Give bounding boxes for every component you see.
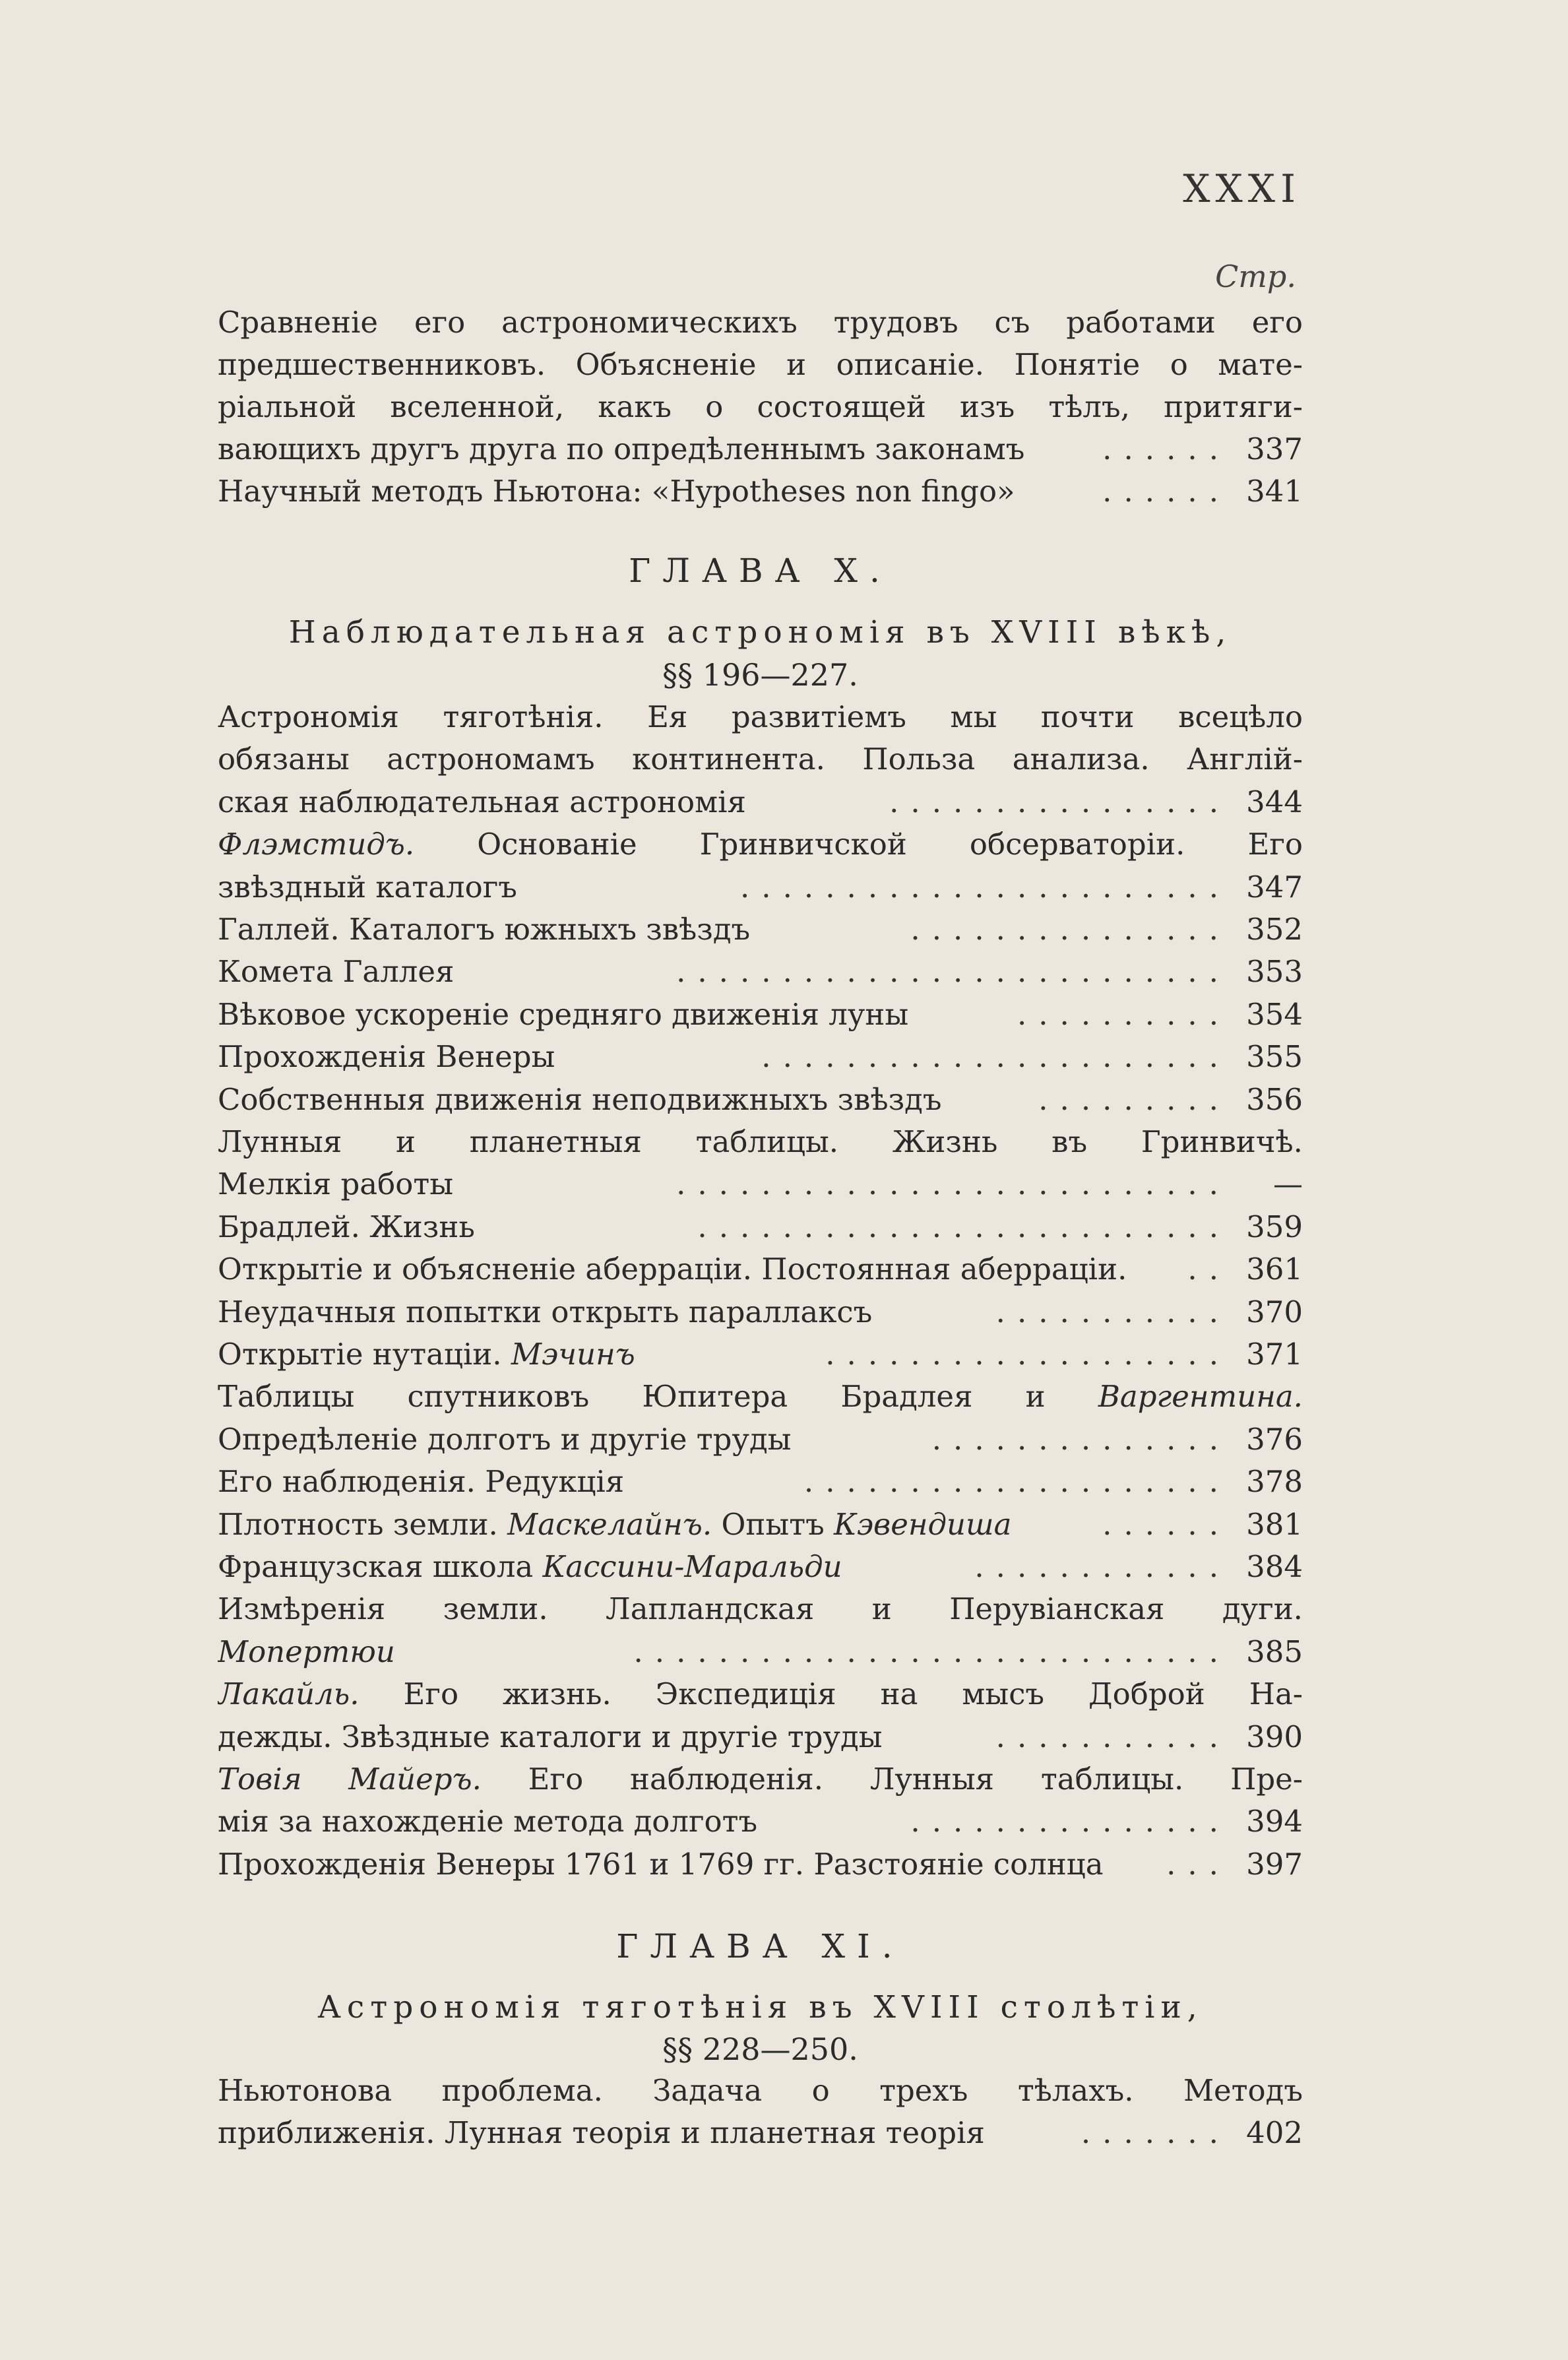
toc-entry-text: [218, 1035, 555, 1079]
toc-entry-italic-name: Варгентина.: [1098, 1379, 1303, 1415]
toc-entry: [218, 343, 1303, 387]
toc-entry-page: 402: [1246, 2115, 1303, 2150]
toc-entry: [218, 1205, 1303, 1249]
toc-entry: [218, 1673, 1303, 1716]
toc-leader-dots: ...........: [995, 1719, 1230, 1754]
toc-leader-dots: ..............: [931, 1421, 1230, 1457]
toc-leader-dots: .........: [1038, 1081, 1230, 1117]
toc-entry-page: 354: [1246, 996, 1303, 1032]
chapter-10-title: ГЛАВА X.: [629, 552, 892, 590]
chapter-11-sections: §§ 228—250.: [662, 2031, 858, 2067]
toc-entry: [218, 2111, 1303, 2155]
toc-entry-title: предшественниковъ. Объясненіе и описаніе. Понятіе о мате-: [218, 347, 1303, 382]
toc-entry-page: 397: [1246, 1846, 1303, 1882]
page-number: XXXI: [1183, 166, 1301, 211]
toc-entry-title: Плотность земли.: [218, 1506, 508, 1542]
toc-entry-text: [218, 1333, 635, 1376]
toc-leader-dots: ...: [1166, 1846, 1230, 1882]
toc-entry-title: Опредѣленіе долготъ и другіе труды: [218, 1421, 792, 1457]
toc-entry: [218, 1630, 1303, 1674]
toc-leader-dots: .........................: [697, 1209, 1230, 1244]
toc-entry-text: [218, 1078, 941, 1122]
toc-entry-italic-name: Маскелайнъ.: [507, 1506, 712, 1542]
chapter-11-subtitle: Астрономія тяготѣнія въ XVIII столѣтіи,: [317, 1989, 1203, 2025]
page-column-label: Стр.: [1215, 259, 1296, 294]
toc-entry-title: Его жизнь. Экспедиція на мысъ Доброй На-: [359, 1676, 1303, 1712]
toc-entry-text: [218, 993, 908, 1036]
toc-leader-dots: ............: [974, 1549, 1230, 1584]
toc-entry-title: Французская школа: [218, 1549, 543, 1584]
toc-entry-text: [218, 1503, 1011, 1547]
toc-entry-text: [218, 1291, 872, 1334]
toc-entry-page: 376: [1246, 1421, 1303, 1457]
toc-entry-text: [218, 1418, 791, 1461]
toc-entry-italic-name: Кэвендиша: [834, 1506, 1012, 1542]
toc-entry-page: 337: [1246, 431, 1303, 466]
toc-entry-italic-name: Мэчинъ: [511, 1337, 635, 1372]
toc-entry-text: [218, 823, 1303, 866]
toc-entry: [218, 1291, 1303, 1334]
toc-entry: [218, 1545, 1303, 1589]
toc-entry-text: [218, 866, 517, 909]
toc-leader-dots: ............................: [633, 1634, 1230, 1669]
toc-entry-title: обязаны астрономамъ континента. Польза анализа. Англій-: [218, 742, 1303, 777]
toc-entry: [218, 1120, 1303, 1164]
toc-entry: [218, 1587, 1303, 1631]
toc-entry-title: мія за нахожденіе метода долготъ: [218, 1804, 758, 1839]
toc-entry-text: [218, 1545, 842, 1589]
toc-entry-text: [218, 1673, 1303, 1716]
toc-entry-page: 371: [1246, 1337, 1303, 1372]
toc-entry: [218, 1503, 1303, 1547]
toc-entry: [218, 385, 1303, 429]
toc-entry-text: [218, 385, 1303, 429]
toc-leader-dots: .......................: [740, 869, 1230, 905]
toc-entry: [218, 428, 1303, 471]
toc-entry: [218, 1078, 1303, 1122]
toc-entry-title: Основаніе Гринвичской обсерваторіи. Его: [414, 827, 1303, 862]
toc-entry-text: [218, 908, 750, 951]
toc-entry-text: [218, 1843, 1104, 1886]
toc-entry-title: Таблицы спутниковъ Юпитера Брадлея и: [218, 1379, 1098, 1415]
toc-entry-text: [218, 738, 1303, 781]
toc-entry: [218, 1758, 1303, 1801]
toc-entry: [218, 470, 1303, 513]
toc-entry-page: 384: [1246, 1549, 1303, 1584]
toc-entry-title: Его наблюденія. Лунныя таблицы. Пре-: [481, 1762, 1303, 1797]
toc-entry-italic-name: Мопертюи: [218, 1634, 395, 1669]
toc-entry-text: [218, 1758, 1303, 1801]
toc-entry-title: Измѣренія земли. Лапландская и Перувіанская дуги.: [218, 1591, 1303, 1627]
toc-entry-title: вающихъ другъ друга по опредѣленнымъ законамъ: [218, 431, 1025, 466]
toc-entry-title: Ньютонова проблема. Задача о трехъ тѣлахъ. Методъ: [218, 2073, 1303, 2108]
toc-entry-text: [218, 2111, 985, 2155]
toc-entry-title: Опытъ: [712, 1506, 834, 1542]
toc-entry: [218, 301, 1303, 344]
toc-entry: [218, 1375, 1303, 1419]
toc-entry-page: 347: [1246, 869, 1303, 905]
toc-entry-title: Галлей. Каталогъ южныхъ звѣздъ: [218, 912, 751, 947]
toc-entry: [218, 1460, 1303, 1504]
toc-entry: [218, 1035, 1303, 1079]
toc-entry-page: —: [1273, 1166, 1303, 1202]
toc-entry-page: 378: [1246, 1464, 1303, 1500]
toc-entry: [218, 781, 1303, 824]
toc-entry-italic-name: Товія Майеръ.: [218, 1762, 482, 1797]
toc-leader-dots: ...........: [995, 1294, 1230, 1329]
toc-entry: [218, 866, 1303, 909]
toc-entry: [218, 908, 1303, 951]
toc-entry-text: [218, 781, 746, 824]
toc-entry-title: Сравненіе его астрономическихъ трудовъ съ работами его: [218, 305, 1303, 340]
toc-entry: [218, 695, 1303, 739]
toc-entry: [218, 1418, 1303, 1461]
toc-entry-text: [218, 1587, 1303, 1631]
toc-entry-title: ріальной вселенной, какъ о состоящей изъ тѣлъ, притяги-: [218, 389, 1303, 424]
toc-entry-italic-name: Лакайль.: [218, 1676, 360, 1712]
toc-entry-text: [218, 695, 1303, 739]
toc-entry-page: 355: [1246, 1039, 1303, 1075]
toc-entry-text: [218, 950, 454, 994]
toc-entry: [218, 1715, 1303, 1759]
toc-entry-title: Вѣковое ускореніе средняго движенія луны: [218, 996, 909, 1032]
toc-entry-text: [218, 1715, 883, 1759]
toc-entry: [218, 1843, 1303, 1886]
toc-entry-page: 361: [1246, 1252, 1303, 1287]
toc-entry-page: 394: [1246, 1804, 1303, 1839]
toc-entry: [218, 950, 1303, 994]
toc-entry-title: Открытіе и объясненіе аберраціи. Постоянная аберраціи.: [218, 1252, 1127, 1287]
toc-leader-dots: ..........................: [676, 1166, 1230, 1202]
toc-leader-dots: ..........................: [676, 954, 1230, 990]
toc-entry-title: Мелкія работы: [218, 1166, 454, 1202]
toc-entry: [218, 1248, 1303, 1291]
toc-entry-text: [218, 1800, 757, 1843]
toc-entry: [218, 1800, 1303, 1843]
toc-entry-text: [218, 1248, 1127, 1291]
chapter-10-subtitle: Наблюдательная астрономія въ XVIII вѣкѣ,: [288, 614, 1232, 651]
toc-entry: [218, 738, 1303, 781]
toc-entry-title: Открытіе нутаціи.: [218, 1337, 511, 1372]
toc-entry-italic-name: Флэмстидъ.: [218, 827, 415, 862]
chapter-10-sections: §§ 196—227.: [662, 657, 858, 693]
toc-entry-page: 370: [1246, 1294, 1303, 1329]
toc-leader-dots: ......: [1102, 1506, 1230, 1542]
toc-entry-title: Научный методъ Ньютона: «Hypotheses non fingo»: [218, 474, 1015, 509]
toc-entry-text: [218, 1630, 395, 1674]
toc-entry-title: Астрономія тяготѣнія. Ея развитіемъ мы почти всецѣло: [218, 699, 1303, 734]
toc-entry-title: дежды. Звѣздные каталоги и другіе труды: [218, 1719, 883, 1754]
toc-entry: [218, 2069, 1303, 2113]
toc-leader-dots: ......: [1102, 474, 1230, 509]
toc-entry-title: Собственныя движенія неподвижныхъ звѣздъ: [218, 1081, 942, 1117]
toc-entry-text: [218, 470, 1015, 513]
toc-entry-page: 381: [1246, 1506, 1303, 1542]
toc-entry-title: Неудачныя попытки открыть параллаксъ: [218, 1294, 873, 1329]
chapter-11-title: ГЛАВА XI.: [616, 1927, 904, 1965]
toc-entry: [218, 1163, 1303, 1206]
toc-entry-page: 341: [1246, 474, 1303, 509]
toc-entry-page: 356: [1246, 1081, 1303, 1117]
toc-entry-title: Брадлей. Жизнь: [218, 1209, 475, 1244]
toc-entry-page: 352: [1246, 912, 1303, 947]
toc-leader-dots: ................: [889, 784, 1230, 819]
toc-leader-dots: ....................: [803, 1464, 1230, 1500]
toc-leader-dots: ......................: [761, 1039, 1230, 1075]
toc-entry-text: [218, 428, 1024, 471]
toc-entry-text: [218, 1460, 624, 1504]
toc-entry-title: Лунныя и планетныя таблицы. Жизнь въ Гринвичѣ.: [218, 1124, 1303, 1159]
toc-entry-title: Комета Галлея: [218, 954, 455, 990]
toc-entry: [218, 1333, 1303, 1376]
toc-entry: [218, 993, 1303, 1036]
toc-leader-dots: ...................: [825, 1337, 1230, 1372]
toc-entry-italic-name: Кассини-Маральди: [542, 1549, 842, 1584]
toc-entry-text: [218, 1375, 1303, 1419]
toc-entry-text: [218, 2069, 1303, 2113]
toc-leader-dots: .......: [1081, 2115, 1230, 2150]
toc-entry-page: 385: [1246, 1634, 1303, 1669]
toc-entry-page: 344: [1246, 784, 1303, 819]
toc-entry-title: Прохожденія Венеры 1761 и 1769 гг. Разстояніе солнца: [218, 1846, 1104, 1882]
toc-leader-dots: ...............: [910, 912, 1230, 947]
toc-entry-title: Его наблюденія. Редукція: [218, 1464, 625, 1500]
toc-entry-title: приближенія. Лунная теорія и планетная теорія: [218, 2115, 985, 2150]
toc-entry-text: [218, 343, 1303, 387]
toc-entry-page: 390: [1246, 1719, 1303, 1754]
toc-leader-dots: ..........: [1017, 996, 1230, 1032]
toc-entry-page: 359: [1246, 1209, 1303, 1244]
toc-entry-text: [218, 301, 1303, 344]
toc-entry: [218, 823, 1303, 866]
toc-entry-text: [218, 1120, 1303, 1164]
toc-entry-title: ская наблюдательная астрономія: [218, 784, 746, 819]
toc-leader-dots: ......: [1102, 431, 1230, 466]
toc-entry-title: звѣздный каталогъ: [218, 869, 517, 905]
toc-entry-title: Прохожденія Венеры: [218, 1039, 555, 1075]
toc-entry-text: [218, 1163, 453, 1206]
toc-leader-dots: ...............: [910, 1804, 1230, 1839]
toc-entry-text: [218, 1205, 475, 1249]
toc-leader-dots: ..: [1187, 1252, 1230, 1287]
toc-entry-page: 353: [1246, 954, 1303, 990]
